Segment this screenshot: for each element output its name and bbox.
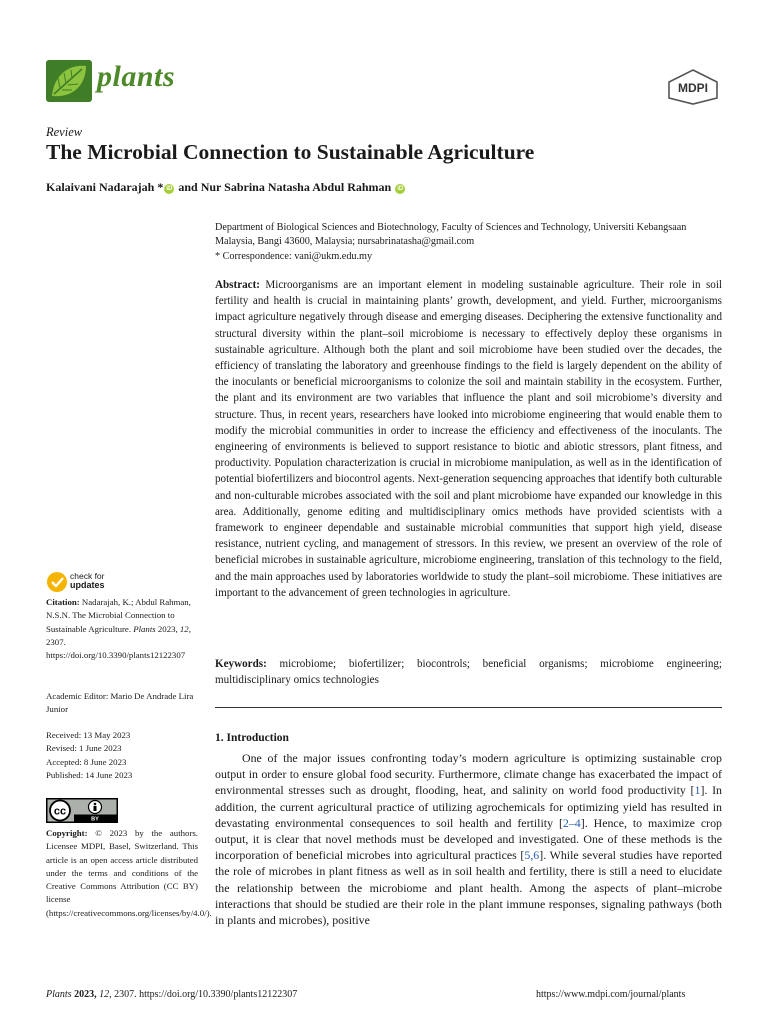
intro-text: ]. While several studies have reported the role of microbes in plant fitness as well as in soil health and fertility, there is still a need to elucidate the relationship between the microbiome and plant health. Among the aspects of plant–microbe interactions that should be studied are their role in the plant immune responses, signaling pathways (both in plants and microbes), positive — [215, 848, 722, 928]
intro-text: ]. In addition, the current agricultural practice of utilizing agrochemicals for optimizing yield has resulted in devastating environmental consequences to soil health and fertility [ — [215, 783, 723, 830]
dates-block — [46, 729, 198, 782]
reference-link[interactable]: 5,6 — [524, 848, 540, 863]
intro-text: ]. Hence, to maximize crop output, it is clear that novel methods must be developed and investigated. One of these methods is the incorporation of beneficial microbes into agricultural practices [ — [215, 815, 722, 863]
footer-volume: 12 — [99, 989, 110, 1000]
citation-journal: Plants — [133, 623, 156, 634]
abstract — [215, 277, 722, 601]
intro-paragraph — [215, 750, 722, 928]
author-connector: and — [175, 180, 201, 194]
abstract-text: Microorganisms are an important element in modeling sustainable agriculture. Their role in soil fertility and health is crucial in maintaining plants’ growth, development, and yield. Further, microorganisms impact agriculture negatively through disease and emerging diseases. Deciphering the extensive functionality and structural diversity within the plant–soil microbiome is necessary to effectively deploy these organisms in sustainable agriculture. Although both the plant and soil microbiome have been studied over the decades, the efficiency of translating the laboratory and greenhouse findings to the field is largely dependent on the ability of the inoculants or beneficial microorganisms to colonize the soil and maintain stability in the ecosystem. Further, the plant and its environment are two variables that influence the plant and soil microbiome’s diversity and structure. Thus, in recent years, researchers have looked into microbiome engineering that would enable them to modify the microbial communities in order to increase the efficiency and effectiveness of the inoculants. The engineering of environments is believed to support resistance to biotic and abiotic stressors, plant fitness, and productivity. Population characterization is crucial in microbiome manipulation, as well as in the identification of potential biofertilizers and biocontrol agents. Next-generation sequencing approaches that identify both culturable and non-culturable microbes associated with the soil and plant microbiome have expanded our knowledge in this area. Additionally, genome editing and multidisciplinary omics methods have provided scientists with a framework to engineer dependable and sustainable microbial communities that support high yield, disease resistance, nutrient cycling, and management of stressors. In this review, we present an overview of the role of beneficial microbes in sustainable agriculture, microbiome engineering, translation of this technology to the field, and the main approaches used by laboratories worldwide to study the plant–soil microbiome. These initiatives are important to the advancement of green technologies in agriculture. — [215, 279, 722, 599]
orcid-icon[interactable]: iD — [397, 186, 404, 192]
footer-year: 2023, — [71, 989, 100, 1000]
abstract-label: Abstract: — [215, 279, 260, 291]
journal-name: plants — [97, 60, 176, 93]
cc-by-license-icon[interactable] — [46, 798, 118, 823]
author-list — [46, 180, 406, 195]
footer-doi[interactable]: , 2307. https://doi.org/10.3390/plants12122307 — [109, 989, 298, 1000]
footer-citation — [46, 989, 297, 1000]
check-line: updates — [70, 580, 105, 590]
revised-date: Revised: 1 June 2023 — [46, 743, 122, 754]
check-for-updates-label[interactable] — [70, 572, 105, 590]
copyright-block — [46, 827, 212, 920]
publisher-name: MDPI — [678, 81, 708, 95]
section-heading: 1. Introduction — [215, 732, 289, 744]
copyright-label: Copyright: — [46, 828, 88, 838]
keywords — [215, 656, 722, 688]
keywords-label: Keywords: — [215, 658, 267, 670]
author-name[interactable]: Kalaivani Nadarajah * — [46, 180, 164, 194]
author-name[interactable]: Nur Sabrina Natasha Abdul Rahman — [200, 180, 392, 194]
article-title: The Microbial Connection to Sustainable Agriculture — [46, 140, 535, 164]
citation-text: Nadarajah, K.; Abdul Rahman, N.S.N. The Microbial Connection to Sustainable Agriculture. — [46, 597, 191, 634]
footer-journal: Plants — [46, 989, 72, 1000]
affiliation-block — [215, 221, 722, 264]
citation-year: 2023, — [155, 623, 180, 634]
keywords-text: microbiome; biofertilizer; biocontrols; beneficial organisms; microbiome engineering; multidisciplinary omics technologies — [215, 658, 722, 687]
reference-link[interactable]: 2–4 — [562, 815, 581, 830]
section-divider — [215, 707, 722, 708]
correspondence-line: * Correspondence: vani@ukm.edu.my — [215, 250, 373, 262]
cc-by-text: BY — [91, 816, 99, 823]
check-line: check for — [70, 571, 105, 581]
reference-link[interactable]: 1 — [694, 783, 701, 798]
accepted-date: Accepted: 8 June 2023 — [46, 756, 127, 767]
footer-journal-url[interactable]: https://www.mdpi.com/journal/plants — [536, 989, 686, 1000]
published-date: Published: 14 June 2023 — [46, 769, 133, 780]
received-date: Received: 13 May 2023 — [46, 730, 131, 740]
svg-text:cc: cc — [53, 805, 67, 818]
citation-label: Citation: — [46, 597, 80, 607]
academic-editor: Academic Editor: Mario De Andrade Lira Junior — [46, 691, 194, 715]
plants-logo-icon — [46, 60, 92, 102]
citation-volume: 12 — [179, 623, 189, 634]
mdpi-logo-icon — [665, 68, 721, 106]
intro-text: One of the major issues confronting today’s modern agriculture is optimizing sustainable crop output in order to ensure global food security. Furthermore, climate change has exacerbated the impact of environmental stresses such as drought, flooding, heat, and salinity on world food productivity [ — [215, 751, 722, 798]
affiliation-line: Malaysia, Bangi 43600, Malaysia; nursabrinatasha@gmail.com — [215, 236, 475, 248]
citation-block — [46, 596, 198, 662]
orcid-icon[interactable]: iD — [166, 186, 173, 192]
copyright-text: © 2023 by the authors. Licensee MDPI, Basel, Switzerland. This article is an open access article distributed under the terms and conditions of the Creative Commons Attribution (CC BY) license (https://creativecommons.org/licenses/by/4.0/). — [46, 828, 212, 918]
citation-doi[interactable]: , 2307. https://doi.org/10.3390/plants12122307 — [46, 623, 191, 661]
affiliation-line: Department of Biological Sciences and Biotechnology, Faculty of Sciences and Technology, Universiti Kebangsaan — [215, 222, 687, 233]
article-type: Review — [46, 125, 83, 139]
